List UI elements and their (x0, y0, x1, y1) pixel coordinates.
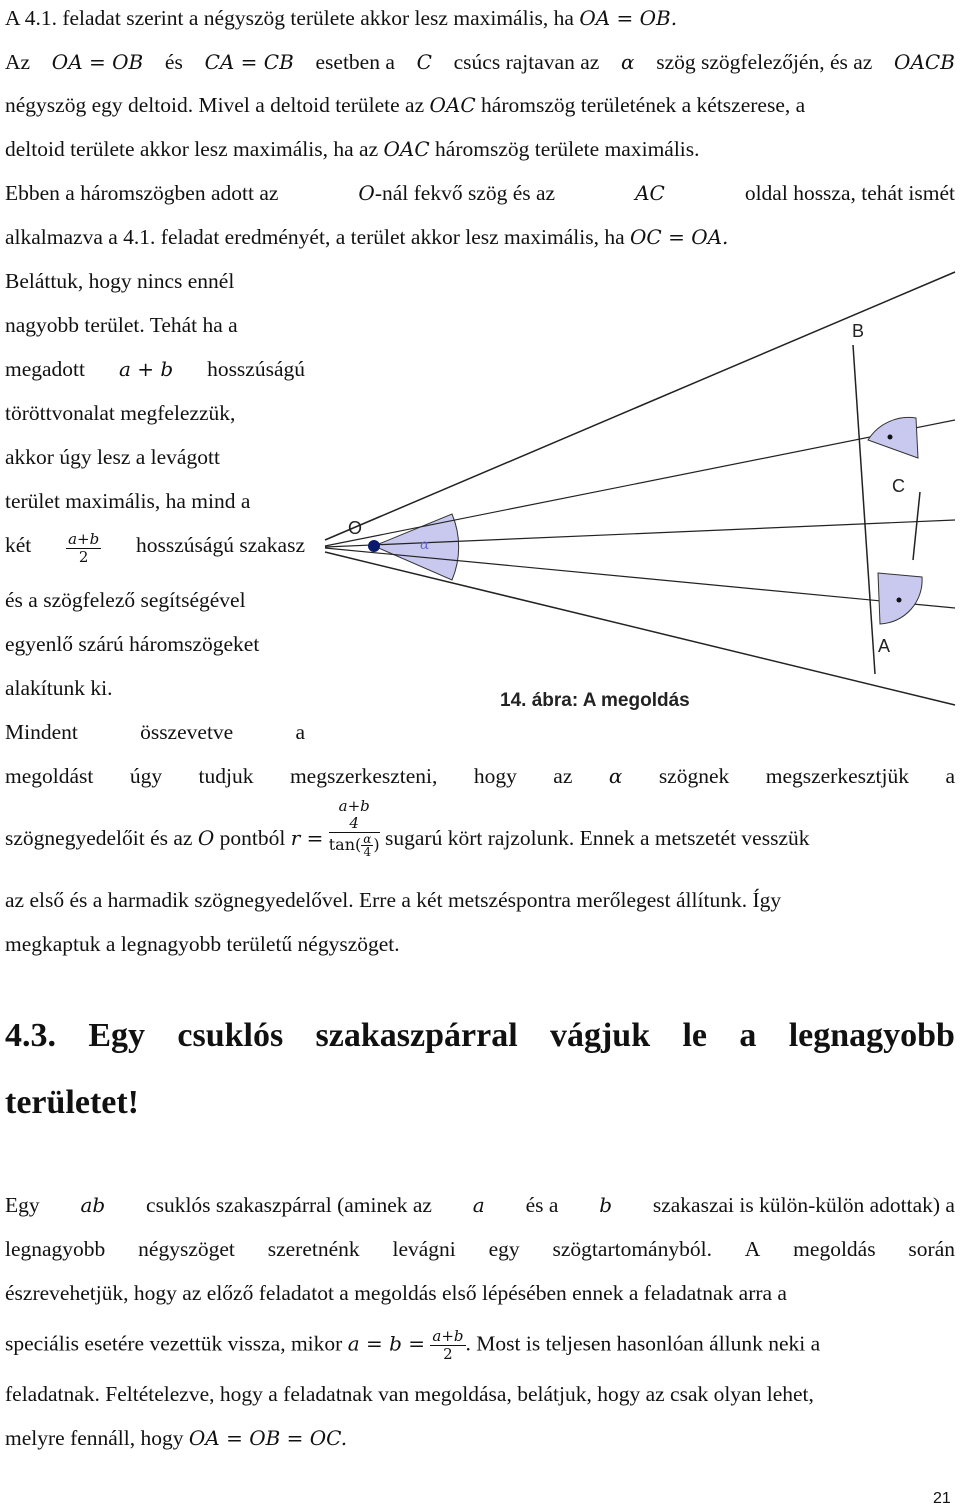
ray-quarter-1 (325, 420, 955, 546)
narrow-line-9: egyenlő szárú háromszögeket (5, 632, 260, 656)
ray-quarter-3 (325, 548, 955, 608)
fraction-radius: a+b 4 tan( $\frac{\alpha}{4}$ ) (328, 797, 380, 859)
narrow-line-5: akkor úgy lesz a levágott (5, 445, 220, 469)
section-heading: 4.3. Egy csuklós szakaszpárral vágjuk le a legnagyobb (5, 1017, 955, 1054)
label-o: O (348, 518, 363, 538)
narrow-line-7: két $\frac{a+b}{2}$ hosszúságú szakasz (5, 530, 305, 566)
label-a: A (878, 636, 891, 656)
figure-caption: 14. ábra: A megoldás (500, 690, 690, 711)
ray-oa (325, 552, 955, 705)
right-angle-dot-upper (888, 435, 893, 440)
text-line-3: négyszög egy deltoid. Mivel a deltoid területe az OAC háromszög területének a kétszerese, a (5, 93, 806, 117)
para2-line-2: legnagyobb négyszöget szeretnénk levágni egy szögtartományból. A megoldás során (5, 1237, 955, 1261)
text-line-9: az első és a harmadik szögnegyedelővel. Erre a két metszéspontra merőlegest állítunk. Így (5, 888, 782, 912)
narrow-line-2: nagyobb terület. Tehát ha a (5, 313, 238, 337)
narrow-line-8: és a szögfelező segítségével (5, 588, 246, 612)
ray-ob (325, 272, 955, 540)
narrow-line-6: terület maximális, ha mind a (5, 489, 251, 513)
text-line-2: Az OA = OB és CA = CB esetben a C csúcs rajtavan az α szög szögfelezőjén, és az OACB (5, 50, 955, 74)
right-angle-marker-upper (868, 417, 918, 458)
text-line-7: megoldást úgy tudjuk megszerkeszteni, hogy az α szögnek megszerkesztjük a (5, 764, 955, 788)
point-o (368, 540, 380, 552)
section-heading-line-2: területet! (5, 1084, 140, 1121)
narrow-line-10: alakítunk ki. (5, 676, 113, 700)
right-angle-dot-lower (897, 598, 902, 603)
para2-line-6: melyre fennáll, hogy OA = OB = OC. (5, 1426, 348, 1450)
text-line-1: A 4.1. feladat szerint a négyszög területe akkor lesz maximális, ha OA = OB. (5, 6, 678, 30)
narrow-line-4: töröttvonalat megfelezzük, (5, 401, 236, 425)
para2-line-5: feladatnak. Feltételezve, hogy a feladatnak van megoldása, belátjuk, hogy az csak olyan lehet, (5, 1382, 814, 1406)
segment-c (913, 492, 920, 560)
label-b: B (852, 321, 865, 341)
text-line-6: alkalmazva a 4.1. feladat eredményét, a terület akkor lesz maximális, ha OC = OA. (5, 225, 729, 249)
fraction-half-2: $\frac{a+b}{2}$ (432, 1327, 464, 1363)
segment-bc-extended (853, 345, 875, 674)
text-line-4: deltoid területe akkor lesz maximális, ha az OAC háromszög területe maximális. (5, 137, 700, 161)
text-line-10: megkaptuk a legnagyobb területű négyszöget. (5, 932, 400, 956)
para2-line-1: Egy ab csuklós szakaszpárral (aminek az a és a b szakaszai is külön-külön adottak) a (5, 1193, 955, 1217)
fraction-half: $\frac{a+b}{2}$ (68, 530, 100, 566)
narrow-line-1: Beláttuk, hogy nincs ennél (5, 269, 235, 293)
para2-line-4: speciális esetére vezettük vissza, mikor a = b = $\frac{a+b}{2}$ . Most is teljesen hasonlóan állunk neki a (5, 1327, 821, 1363)
narrow-line-3: megadott a + b hosszúságú (5, 357, 305, 381)
angle-sector-alpha (374, 514, 459, 580)
label-alpha: α (420, 537, 430, 553)
label-c: C (892, 476, 905, 496)
narrow-line-11: Mindent összevetve a (5, 720, 305, 744)
page-number: 21 (933, 1490, 951, 1507)
para2-line-3: észrevehetjük, hogy az előző feladatot a megoldás első lépésében ennek a feladatnak arra a (5, 1281, 787, 1305)
text-line-5: Ebben a háromszögben adott az O-nál fekvő szög és az AC oldal hossza, tehát ismét (5, 181, 955, 205)
text-line-8: szögnegyedelőit és az O pontból r = a+b 4 tan( $\frac{\alpha}{4}$ ) sugarú kört rajzolunk. Ennek a metszetét vesszük (5, 797, 810, 859)
